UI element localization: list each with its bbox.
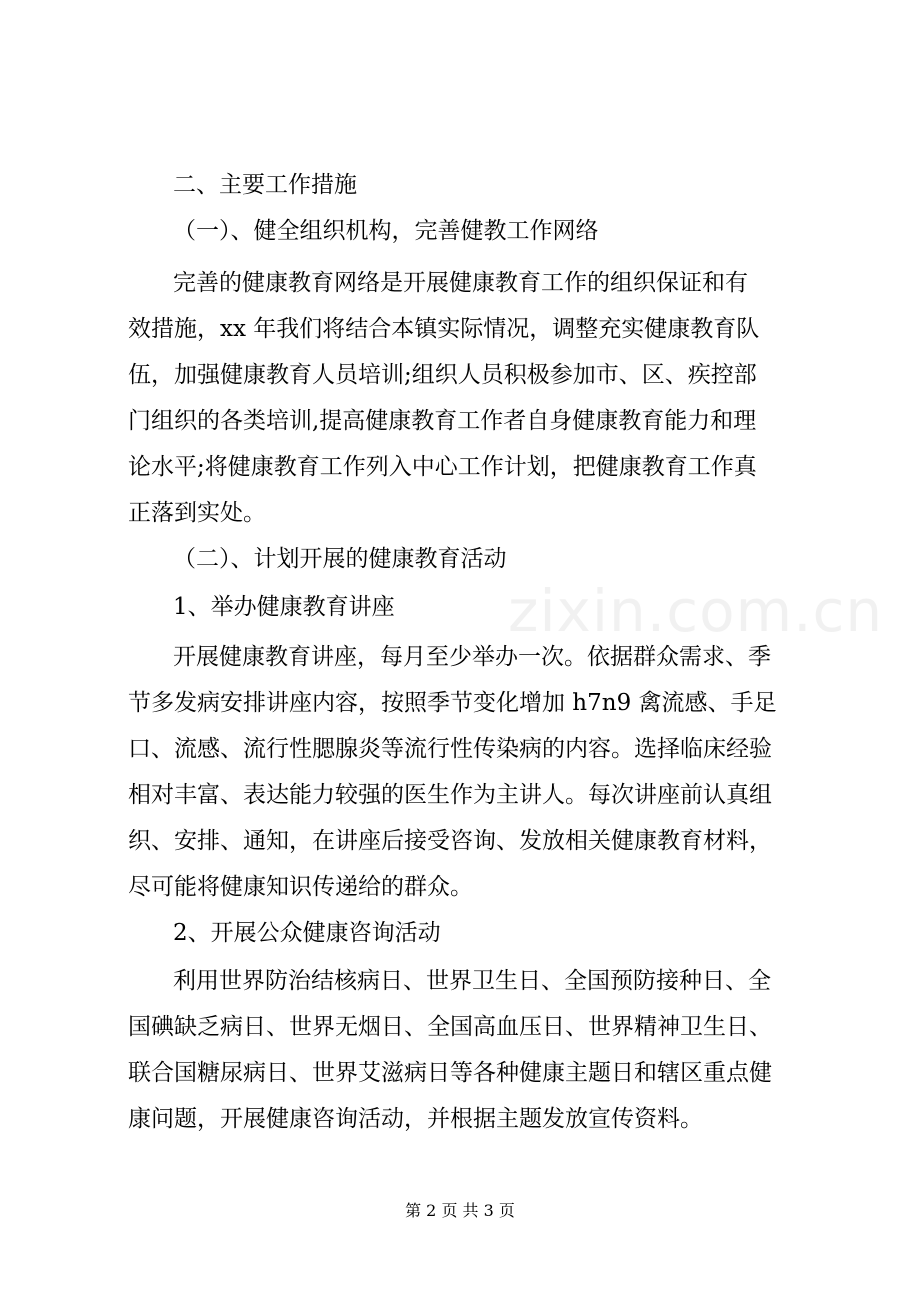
paragraph-line: 国碘缺乏病日、世界无烟日、全国高血压日、世界精神卫生日、 [128,1014,772,1040]
section-heading: 二、主要工作措施 [173,172,357,198]
paragraph-line: 论水平;将健康教育工作列入中心工作计划，把健康教育工作真 [128,454,757,480]
paragraph-line: 伍，加强健康教育人员培训;组织人员积极参加市、区、疾控部 [128,362,757,388]
paragraph-line: 门组织的各类培训,提高健康教育工作者自身健康教育能力和理 [128,408,757,434]
paragraph-line: 织、安排、通知，在讲座后接受咨询、发放相关健康教育材料， [128,828,772,854]
paragraph-line: 口、流感、流行性腮腺炎等流行性传染病的内容。选择临床经验 [128,736,772,762]
paragraph-line: 康问题，开展健康咨询活动，并根据主题发放宣传资料。 [128,1106,703,1132]
subsection-title-1: （一）、健全组织机构，完善健教工作网络 [173,218,599,244]
subsection-title-2: （二）、计划开展的健康教育活动 [173,546,507,572]
paragraph-line: 开展健康教育讲座，每月至少举办一次。依据群众需求、季 [173,644,771,670]
paragraph-line: 节多发病安排讲座内容，按照季节变化增加 h7n9 禽流感、手足 [128,690,777,716]
paragraph-line: 完善的健康教育网络是开展健康教育工作的组织保证和有 [173,270,748,296]
paragraph-line: 相对丰富、表达能力较强的医生作为主讲人。每次讲座前认真组 [128,782,772,808]
page-footer: 第 2 页 共 3 页 [405,1201,515,1220]
paragraph-line: 正落到实处。 [128,500,266,526]
paragraph-line: 利用世界防治结核病日、世界卫生日、全国预防接种日、全 [173,968,771,994]
item-title-2: 2、开展公众健康咨询活动 [173,920,441,946]
item-title-1: 1、举办健康教育讲座 [173,594,395,620]
paragraph-line: 效措施，xx 年我们将结合本镇实际情况，调整充实健康教育队 [128,316,760,342]
paragraph-line: 尽可能将健康知识传递给的群众。 [128,874,473,900]
watermark: zixin.com.cn [508,577,884,645]
paragraph-line: 联合国糖尿病日、世界艾滋病日等各种健康主题日和辖区重点健 [128,1060,772,1086]
